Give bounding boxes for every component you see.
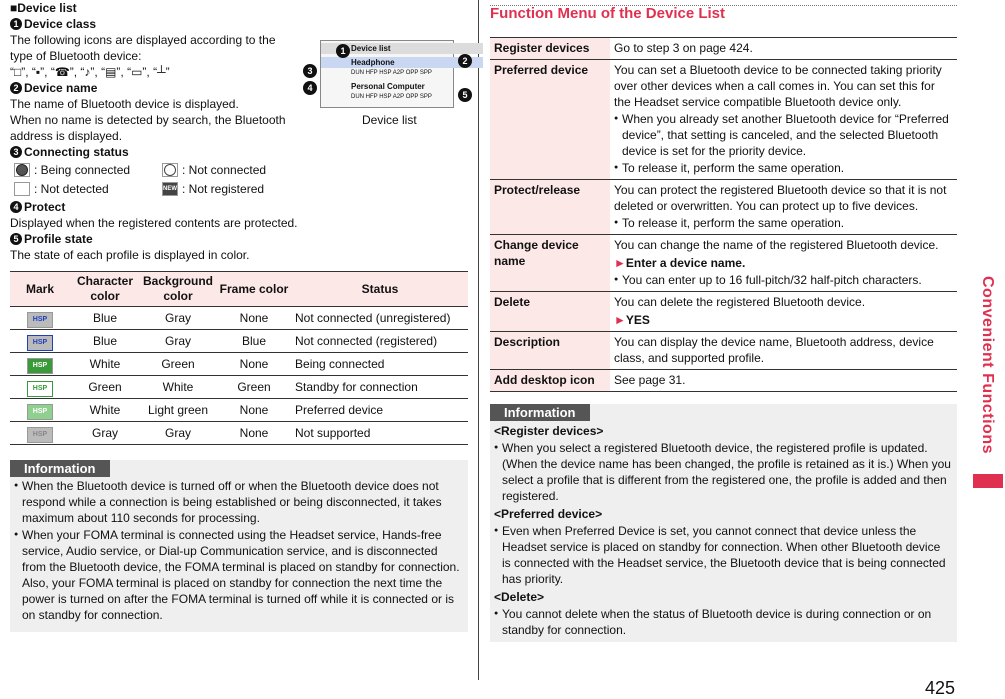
table-row — [10, 330, 468, 353]
info-bullets — [494, 523, 951, 587]
profile-mark-table — [10, 271, 468, 445]
mark-cell — [10, 399, 70, 422]
info-tag: Information — [10, 460, 110, 477]
character-color-cell: White — [70, 353, 140, 376]
mark-cell — [10, 353, 70, 376]
function-row — [490, 38, 957, 60]
background-color-cell: Light green — [140, 399, 216, 422]
chapter-label: Convenient Functions — [979, 276, 996, 454]
function-name: Register devices — [490, 38, 610, 60]
device-class-icons: “□”, “▪”, “☎”, “♪”, “▤”, “▭”, “┴” — [10, 65, 170, 79]
function-description — [610, 60, 957, 180]
info-bullet: ● When the Bluetooth device is turned off or when the Bluetooth device does not respond while a connection is being established or being disconnected, it takes maximum about 110 seconds for processing. — [14, 478, 462, 526]
left-column — [10, 0, 468, 622]
status-cell: Standby for connection — [292, 376, 468, 399]
screen-row-headphone: Headphone — [321, 57, 483, 68]
function-name: Preferred device — [490, 60, 610, 180]
description-text: Go to step 3 on page 424. — [614, 41, 753, 55]
info-bullets — [494, 440, 951, 504]
status-legend — [14, 162, 468, 197]
function-row — [490, 370, 957, 392]
mark-cell — [10, 422, 70, 445]
screen-row-profiles: DUN HFP HSP A2P OPP SPP — [351, 70, 432, 76]
screen-row-profiles: DUN HFP HSP A2P OPP SPP — [351, 94, 432, 100]
info-bullet: ● When your FOMA terminal is connected using the Headset service, Hands-free service, Audio service, or Dial-up Communication service, and is disconnected from the Bluetooth device, the FOMA terminal is placed on standby for connection. Also, your FOMA terminal is placed on standby for connection the next time the power is turned on after the FOMA terminal is turned off while it is connected or is on standby for connection. — [14, 527, 462, 623]
frame-color-cell: Green — [216, 376, 292, 399]
hsp-mark-icon: HSP — [28, 313, 52, 327]
description-text: You can display the device name, Bluetooth address, device class, and supported profile. — [614, 335, 934, 365]
item-line: The state of each profile is displayed in color. — [10, 248, 250, 262]
function-row — [490, 235, 957, 292]
callout-4: 4 — [303, 81, 317, 95]
function-description — [610, 235, 957, 292]
function-name: Delete — [490, 292, 610, 332]
function-row — [490, 332, 957, 370]
table-row — [10, 399, 468, 422]
item-line: When no name is detected by search, the Bluetooth — [10, 113, 286, 127]
col-background-color: Background color — [140, 272, 216, 307]
item-line: type of Bluetooth device: — [10, 49, 142, 63]
item-protect — [10, 199, 468, 231]
info-groups — [490, 423, 957, 638]
page-number: 425 — [925, 678, 956, 698]
item-title: Profile state — [24, 232, 93, 246]
status-cell: Not connected (unregistered) — [292, 307, 468, 330]
background-color-cell: White — [140, 376, 216, 399]
item-title: Device name — [24, 81, 98, 95]
status-cell: Not supported — [292, 422, 468, 445]
character-color-cell: Blue — [70, 330, 140, 353]
info-bullet: ● You cannot delete when the status of Bluetooth device is during connection or on standby for connection. — [494, 606, 951, 638]
action-text: YES — [625, 313, 650, 327]
status-cell: Preferred device — [292, 399, 468, 422]
figure-caption: Device list — [362, 113, 417, 127]
background-color-cell: Gray — [140, 422, 216, 445]
hsp-mark-icon: HSP — [28, 405, 52, 419]
character-color-cell: Gray — [70, 422, 140, 445]
action-text: Enter a device name. — [625, 256, 746, 270]
info-bullets — [494, 606, 951, 638]
description-text: You can set a Bluetooth device to be connected taking priority over other devices when a call comes in. You can set this for the Headset service compatible Bluetooth device only. — [614, 63, 942, 109]
number-3-icon: 3 — [10, 146, 22, 158]
col-frame-color: Frame color — [216, 272, 292, 307]
section-title: ■Device list — [10, 1, 77, 15]
status-label: : Being connected — [34, 163, 131, 177]
table-row — [10, 422, 468, 445]
item-connecting-status — [10, 144, 468, 197]
status-label: : Not connected — [182, 163, 267, 177]
description-bullet: ● When you already set another Bluetooth device for “Preferred device”, that setting is canceled, and the selected Bluetooth device is set for the priority device. — [614, 111, 953, 159]
mark-cell — [10, 307, 70, 330]
hsp-mark-icon: HSP — [28, 359, 52, 373]
status-label: : Not registered — [182, 182, 265, 196]
info-tag: Information — [490, 404, 590, 421]
status-cell: Not connected (registered) — [292, 330, 468, 353]
item-line: The following icons are displayed according to the — [10, 33, 276, 47]
empty-circle-icon — [162, 163, 178, 177]
number-4-icon: 4 — [10, 201, 22, 213]
function-name: Add desktop icon — [490, 370, 610, 392]
number-5-icon: 5 — [10, 233, 22, 245]
function-description — [610, 332, 957, 370]
frame-color-cell: Blue — [216, 330, 292, 353]
function-description — [610, 180, 957, 235]
frame-color-cell: None — [216, 399, 292, 422]
description-bullet: ● To release it, perform the same operation. — [614, 215, 953, 231]
screen-row-computer: Personal Computer — [351, 82, 425, 91]
chapter-marker — [973, 474, 1003, 488]
col-status: Status — [292, 272, 468, 307]
function-menu-title: Function Menu of the Device List — [490, 5, 726, 22]
description-text: You can delete the registered Bluetooth device. — [614, 295, 866, 309]
function-description — [610, 292, 957, 332]
background-color-cell: Gray — [140, 307, 216, 330]
new-icon: NEW — [162, 182, 178, 196]
mark-cell — [10, 376, 70, 399]
status-label: : Not detected — [34, 182, 109, 196]
callout-5: 5 — [458, 88, 472, 102]
mark-cell — [10, 330, 70, 353]
function-name: Description — [490, 332, 610, 370]
hsp-mark-icon: HSP — [28, 336, 52, 350]
item-title: Device class — [24, 17, 97, 31]
col-character-color: Character color — [70, 272, 140, 307]
action-step — [614, 255, 953, 271]
info-group-heading: <Preferred device> — [494, 507, 603, 521]
hsp-mark-icon: HSP — [28, 428, 52, 442]
description-text: You can change the name of the registered Bluetooth device. — [614, 238, 939, 252]
background-color-cell: Gray — [140, 330, 216, 353]
description-bullets — [614, 272, 953, 288]
frame-color-cell: None — [216, 353, 292, 376]
description-bullets — [614, 215, 953, 231]
function-menu-table — [490, 37, 957, 392]
description-bullet: ● You can enter up to 16 full-pitch/32 half-pitch characters. — [614, 272, 953, 288]
info-bullet: ● Even when Preferred Device is set, you cannot connect that device unless the Headset service is placed on standby for connection. When other Bluetooth device is connected with the Headset service, the Bluetooth device that is being connected has priority. — [494, 523, 951, 587]
info-group-heading: <Delete> — [494, 590, 545, 604]
table-row — [10, 353, 468, 376]
function-row — [490, 180, 957, 235]
table-row — [10, 376, 468, 399]
number-1-icon: 1 — [10, 18, 22, 30]
arrow-icon: ► — [614, 313, 626, 327]
function-name: Change device name — [490, 235, 610, 292]
table-row — [10, 307, 468, 330]
arrow-icon: ► — [614, 256, 626, 270]
col-mark: Mark — [10, 272, 70, 307]
function-row — [490, 292, 957, 332]
function-row — [490, 60, 957, 180]
info-box-right — [490, 404, 957, 642]
function-menu-header — [490, 0, 957, 30]
item-line: Displayed when the registered contents are protected. — [10, 216, 298, 230]
filled-circle-icon — [14, 163, 30, 177]
screen-title: Device list — [321, 43, 483, 54]
item-line: address is displayed. — [10, 129, 123, 143]
info-bullets — [10, 478, 468, 627]
item-title: Connecting status — [24, 145, 129, 159]
right-column — [490, 0, 957, 637]
callout-1: 1 — [336, 44, 350, 58]
character-color-cell: White — [70, 399, 140, 422]
character-color-cell: Blue — [70, 307, 140, 330]
callout-3: 3 — [303, 64, 317, 78]
description-bullets — [614, 111, 953, 176]
frame-color-cell: None — [216, 307, 292, 330]
background-color-cell: Green — [140, 353, 216, 376]
hsp-mark-icon: HSP — [28, 382, 52, 396]
empty-box-icon — [14, 182, 30, 196]
function-description — [610, 370, 957, 392]
description-text: See page 31. — [614, 373, 686, 387]
callout-2: 2 — [458, 54, 472, 68]
character-color-cell: Green — [70, 376, 140, 399]
info-bullet: ● When you select a registered Bluetooth device, the registered profile is updated. (When the device name has been changed, the profile is retained as it is.) When you select a profile that is different from the registered one, the profile is added and then registered. — [494, 440, 951, 504]
description-text: You can protect the registered Bluetooth device so that it is not deleted or overwritten. You can protect up to five devices. — [614, 183, 947, 213]
action-step — [614, 312, 953, 328]
frame-color-cell: None — [216, 422, 292, 445]
item-title: Protect — [24, 200, 66, 214]
info-group-heading: <Register devices> — [494, 424, 604, 438]
item-profile-state — [10, 231, 468, 263]
number-2-icon: 2 — [10, 82, 22, 94]
function-description — [610, 38, 957, 60]
info-box-left — [10, 460, 468, 632]
item-line: The name of Bluetooth device is displayed. — [10, 97, 239, 111]
status-cell: Being connected — [292, 353, 468, 376]
description-bullet: ● To release it, perform the same operation. — [614, 160, 953, 176]
function-name: Protect/release — [490, 180, 610, 235]
